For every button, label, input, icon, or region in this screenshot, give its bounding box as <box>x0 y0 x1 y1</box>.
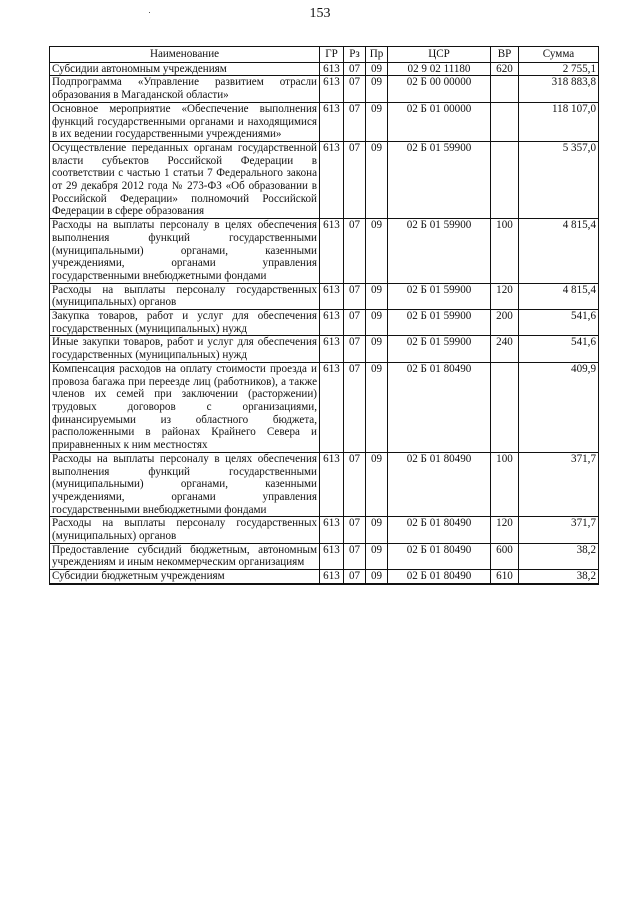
cell-vr: 620 <box>491 62 519 76</box>
cell-gr: 613 <box>320 336 344 362</box>
table-row <box>50 543 599 569</box>
cell-csr: 02 Б 01 80490 <box>388 362 491 452</box>
cell-pr: 09 <box>366 362 388 452</box>
cell-csr: 02 Б 01 80490 <box>388 452 491 517</box>
cell-csr: 02 Б 00 00000 <box>388 76 491 102</box>
cell-name: Компенсация расходов на оплату стоимости проезда и провоза багажа при переезде лиц (работников), а также членов их семей при заключении (расторжении) трудовых договоров с организациями, финансируемыми из областного бюджета, расположенными в районах Крайнего Севера и приравненных к ним местностях <box>50 362 320 452</box>
cell-gr: 613 <box>320 62 344 76</box>
cell-sum: 409,9 <box>519 362 599 452</box>
scan-speck <box>149 12 150 13</box>
cell-pr: 09 <box>366 310 388 336</box>
cell-sum: 318 883,8 <box>519 76 599 102</box>
cell-vr: 610 <box>491 570 519 584</box>
cell-gr: 613 <box>320 517 344 543</box>
cell-csr: 02 Б 01 80490 <box>388 517 491 543</box>
cell-sum: 371,7 <box>519 452 599 517</box>
table-row <box>50 76 599 102</box>
header-gr: ГР <box>320 47 344 63</box>
cell-pr: 09 <box>366 336 388 362</box>
cell-name: Закупка товаров, работ и услуг для обеспечения государственных (муниципальных) нужд <box>50 310 320 336</box>
cell-rz: 07 <box>344 62 366 76</box>
table-row <box>50 336 599 362</box>
cell-name: Предоставление субсидий бюджетным, автономным учреждениям и иным некоммерческим организациям <box>50 543 320 569</box>
table-row <box>50 310 599 336</box>
cell-rz: 07 <box>344 141 366 218</box>
cell-name: Иные закупки товаров, работ и услуг для обеспечения государственных (муниципальных) нужд <box>50 336 320 362</box>
page-number: 153 <box>309 6 331 21</box>
cell-vr: 600 <box>491 543 519 569</box>
cell-pr: 09 <box>366 452 388 517</box>
header-rz: Рз <box>344 47 366 63</box>
cell-pr: 09 <box>366 62 388 76</box>
table-row <box>50 452 599 517</box>
table-header-row <box>50 47 599 63</box>
cell-sum: 541,6 <box>519 336 599 362</box>
cell-pr: 09 <box>366 570 388 584</box>
cell-sum: 2 755,1 <box>519 62 599 76</box>
cell-csr: 02 Б 01 00000 <box>388 102 491 141</box>
header-name: Наименование <box>50 47 320 63</box>
cell-sum: 5 357,0 <box>519 141 599 218</box>
cell-vr: 120 <box>491 517 519 543</box>
cell-sum: 371,7 <box>519 517 599 543</box>
cell-pr: 09 <box>366 517 388 543</box>
cell-pr: 09 <box>366 219 388 284</box>
cell-vr: 240 <box>491 336 519 362</box>
cell-rz: 07 <box>344 283 366 309</box>
cell-sum: 118 107,0 <box>519 102 599 141</box>
header-csr: ЦСР <box>388 47 491 63</box>
cell-csr: 02 9 02 11180 <box>388 62 491 76</box>
table-row <box>50 517 599 543</box>
table-body <box>50 62 599 584</box>
cell-name: Расходы на выплаты персоналу государственных (муниципальных) органов <box>50 517 320 543</box>
cell-sum: 4 815,4 <box>519 219 599 284</box>
cell-gr: 613 <box>320 283 344 309</box>
cell-gr: 613 <box>320 570 344 584</box>
cell-vr: 100 <box>491 452 519 517</box>
header-pr: Пр <box>366 47 388 63</box>
cell-gr: 613 <box>320 362 344 452</box>
cell-vr: 120 <box>491 283 519 309</box>
table-row <box>50 570 599 584</box>
cell-rz: 07 <box>344 452 366 517</box>
cell-pr: 09 <box>366 543 388 569</box>
cell-gr: 613 <box>320 543 344 569</box>
budget-table <box>49 46 599 585</box>
cell-name: Основное мероприятие «Обеспечение выполнения функций государственными органами и находящимися в их ведении государственными учреждениями» <box>50 102 320 141</box>
table-row <box>50 141 599 218</box>
cell-rz: 07 <box>344 76 366 102</box>
cell-vr <box>491 141 519 218</box>
table-row <box>50 219 599 284</box>
cell-rz: 07 <box>344 543 366 569</box>
cell-csr: 02 Б 01 59900 <box>388 310 491 336</box>
cell-name: Субсидии автономным учреждениям <box>50 62 320 76</box>
cell-rz: 07 <box>344 570 366 584</box>
cell-sum: 38,2 <box>519 543 599 569</box>
cell-csr: 02 Б 01 59900 <box>388 336 491 362</box>
cell-rz: 07 <box>344 517 366 543</box>
cell-rz: 07 <box>344 219 366 284</box>
cell-name: Расходы на выплаты персоналу в целях обеспечения выполнения функций государственными (муниципальными) органами, казенными учреждениями, органами управления государственными внебюджетными фондами <box>50 452 320 517</box>
cell-csr: 02 Б 01 80490 <box>388 570 491 584</box>
cell-vr <box>491 102 519 141</box>
cell-csr: 02 Б 01 80490 <box>388 543 491 569</box>
cell-csr: 02 Б 01 59900 <box>388 141 491 218</box>
table-row <box>50 102 599 141</box>
cell-sum: 38,2 <box>519 570 599 584</box>
cell-rz: 07 <box>344 362 366 452</box>
cell-vr: 100 <box>491 219 519 284</box>
cell-name: Подпрограмма «Управление развитием отрасли образования в Магаданской области» <box>50 76 320 102</box>
cell-gr: 613 <box>320 102 344 141</box>
table-row <box>50 362 599 452</box>
cell-pr: 09 <box>366 141 388 218</box>
cell-rz: 07 <box>344 336 366 362</box>
cell-sum: 4 815,4 <box>519 283 599 309</box>
cell-gr: 613 <box>320 452 344 517</box>
cell-vr: 200 <box>491 310 519 336</box>
header-vr: ВР <box>491 47 519 63</box>
cell-gr: 613 <box>320 219 344 284</box>
header-sum: Сумма <box>519 47 599 63</box>
cell-csr: 02 Б 01 59900 <box>388 283 491 309</box>
cell-pr: 09 <box>366 102 388 141</box>
cell-rz: 07 <box>344 102 366 141</box>
cell-name: Расходы на выплаты персоналу государственных (муниципальных) органов <box>50 283 320 309</box>
cell-name: Осуществление переданных органам государственной власти субъектов Российской Федерации в соответствии с частью 1 статьи 7 Федерального закона от 29 декабря 2012 года № 273-ФЗ «Об образовании в Российской Федерации» полномочий Российской Федерации в сфере образования <box>50 141 320 218</box>
cell-name: Субсидии бюджетным учреждениям <box>50 570 320 584</box>
cell-vr <box>491 362 519 452</box>
cell-rz: 07 <box>344 310 366 336</box>
cell-gr: 613 <box>320 76 344 102</box>
cell-pr: 09 <box>366 76 388 102</box>
cell-vr <box>491 76 519 102</box>
cell-sum: 541,6 <box>519 310 599 336</box>
cell-csr: 02 Б 01 59900 <box>388 219 491 284</box>
cell-gr: 613 <box>320 310 344 336</box>
table-row <box>50 283 599 309</box>
cell-pr: 09 <box>366 283 388 309</box>
cell-name: Расходы на выплаты персоналу в целях обеспечения выполнения функций государственными (муниципальными) органами, казенными учреждениями, органами управления государственными внебюджетными фондами <box>50 219 320 284</box>
table-row <box>50 62 599 76</box>
cell-gr: 613 <box>320 141 344 218</box>
